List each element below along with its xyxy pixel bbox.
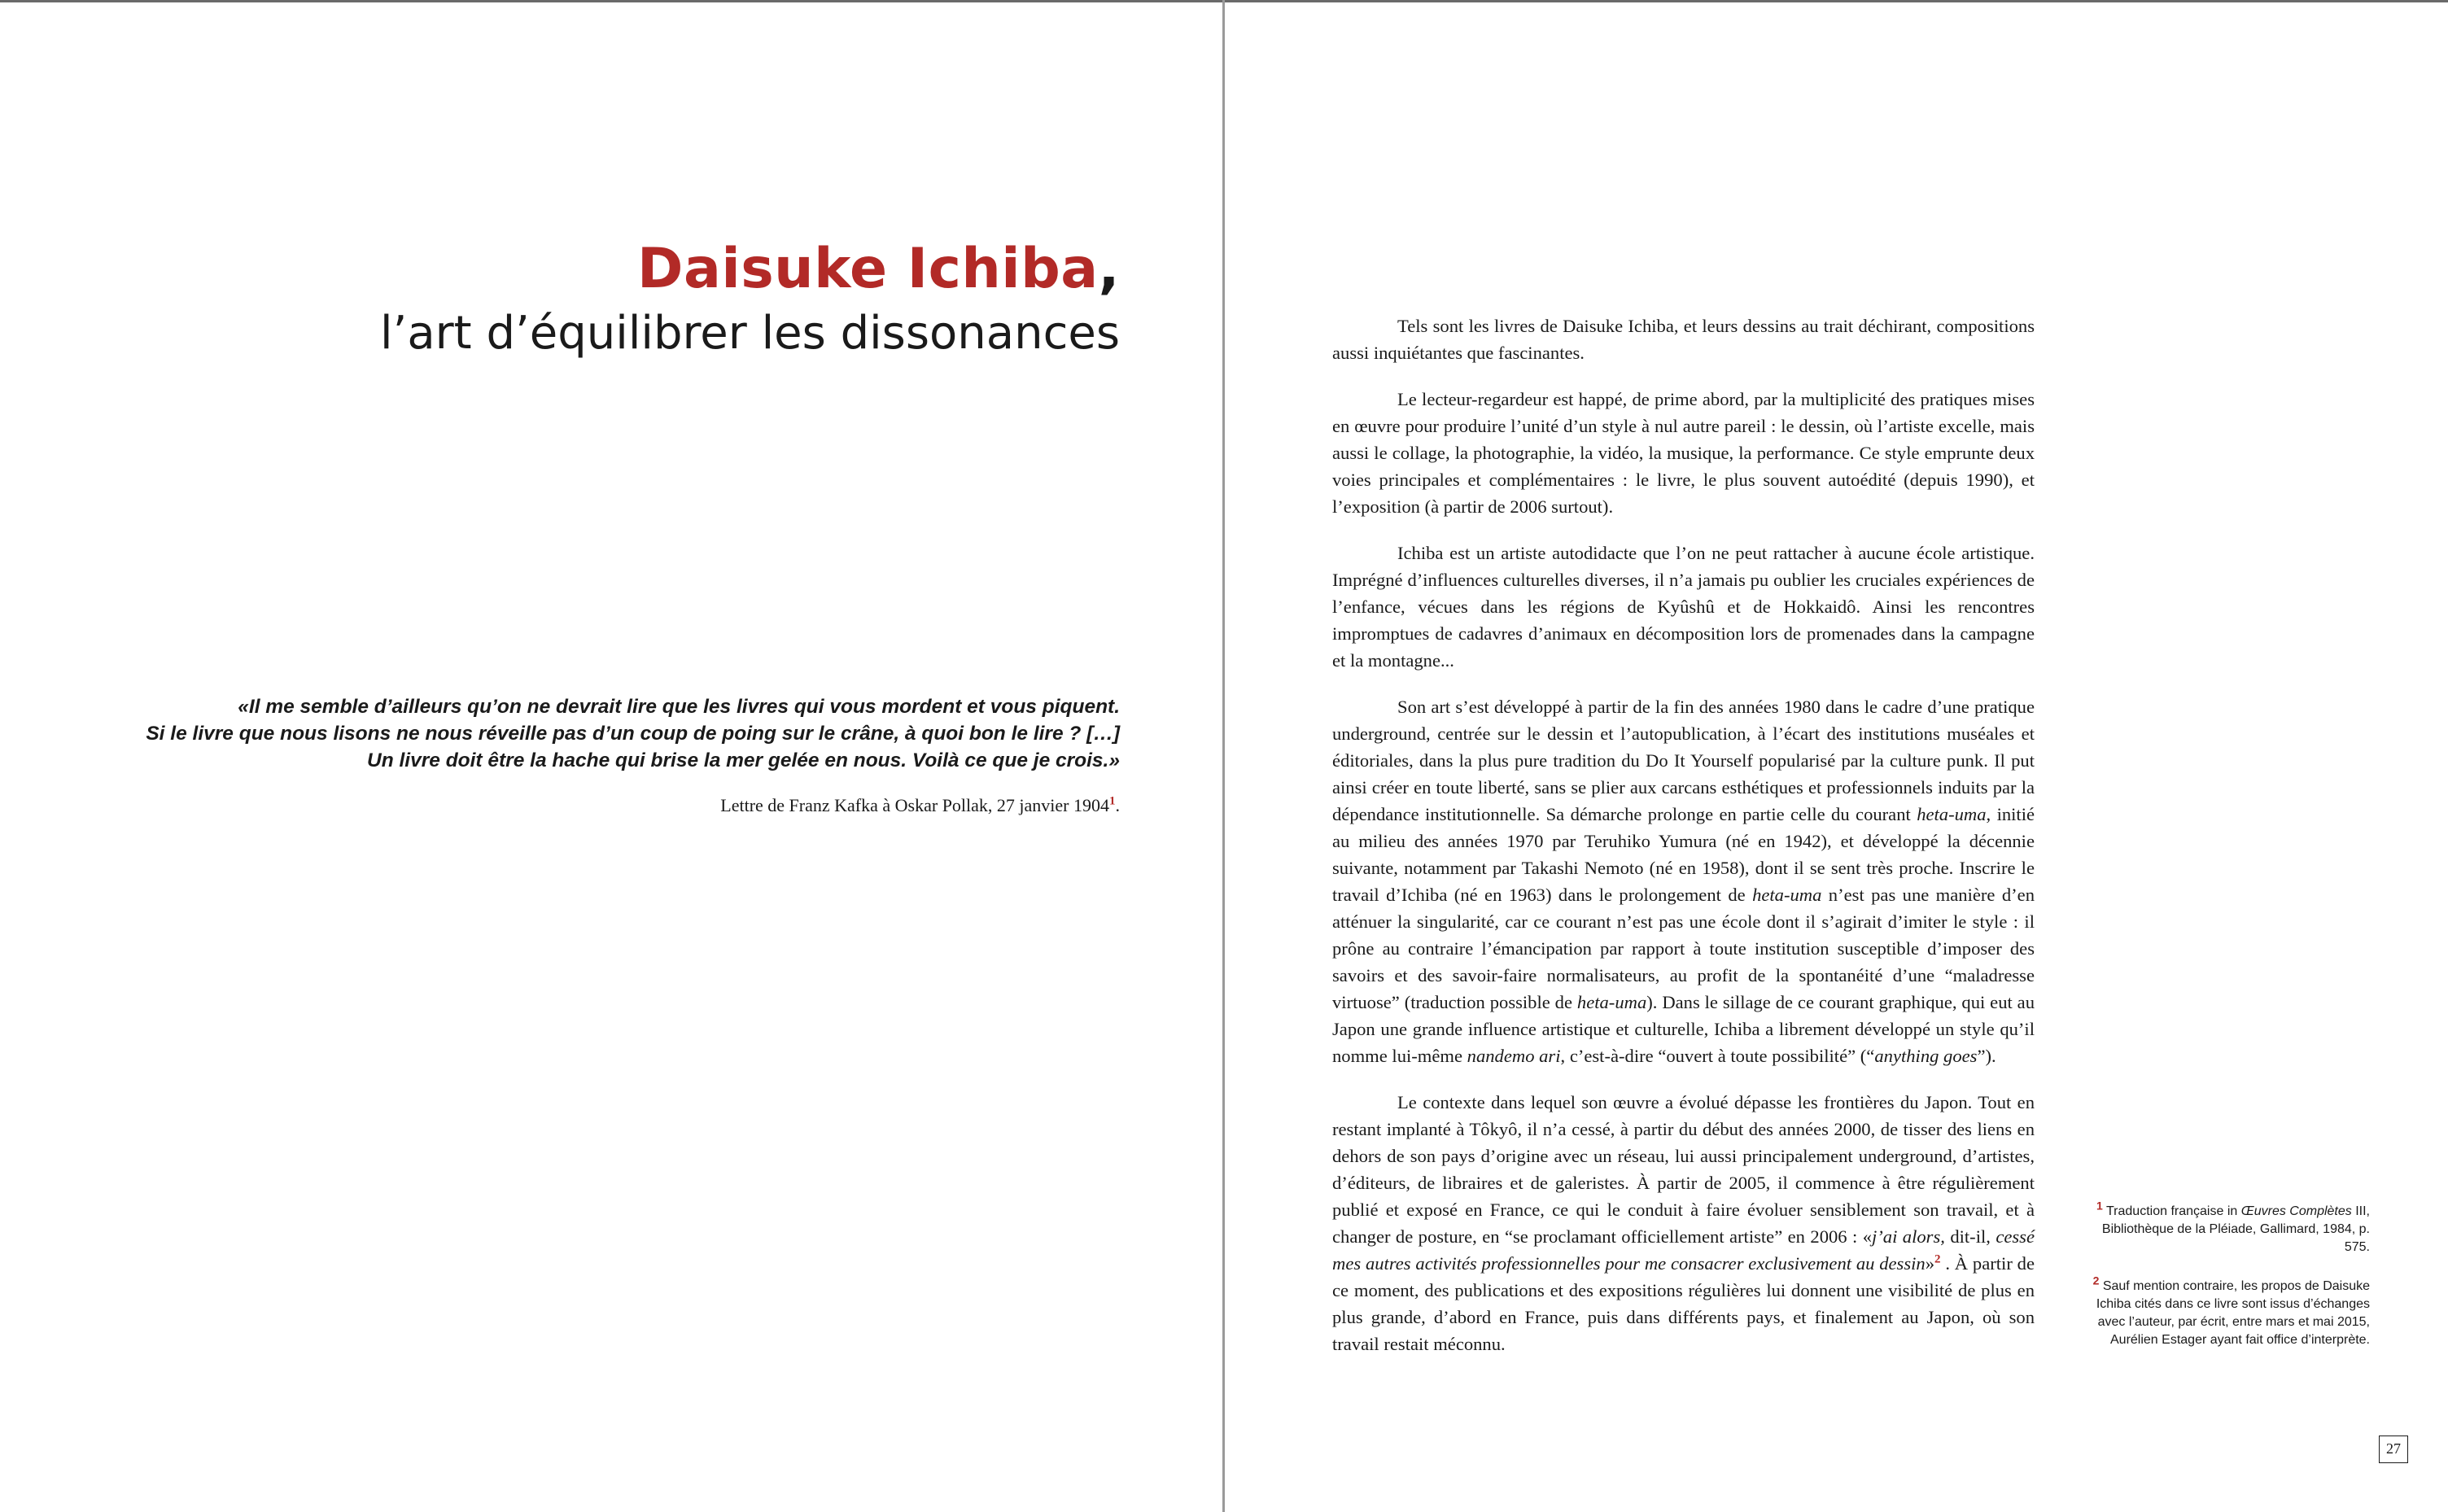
text-run: n’est pas une manière d’en atténuer la singularité, car ce courant n’est pas une école dont il s’agirait d’imiter le style : il prône au contraire l’émancipation par rapport à toute institution susceptible d’imposer des savoirs et des savoir-faire normalisateurs, au profit de la spontanéité d’une “maladresse virtuose” (traduction possible de [1332, 885, 2035, 1012]
italic-term: heta-uma [1576, 992, 1647, 1012]
italic-quote: j’ai alors, [1872, 1226, 1945, 1247]
footnote-number: 1 [2096, 1199, 2103, 1213]
text-run: » [1925, 1253, 1935, 1274]
italic-term: anything goes [1874, 1046, 1978, 1066]
text-run: Son art s’est développé à partir de la fin des années 1980 dans le cadre d’une pratique underground, centrée sur le dessin et l’autopublication, à l’écart des institutions muséales et éditoriales, dans la plus pure tradition du Do It Yourself popularisé par la culture punk. Il put ainsi créer en toute liberté, sans se plier aux carcans esthétiques et professionnels induits par la dépendance institutionnelle. Sa démarche prolonge en partie celle du courant [1332, 697, 2035, 824]
text-run: Traduction française in [2102, 1204, 2241, 1218]
epigraph-line: «Il me semble d’ailleurs qu’on ne devrait lire que les livres qui vous mordent et vous piquent. [238, 696, 1120, 718]
epigraph-line: Si le livre que nous lisons ne nous réveille pas d’un coup de poing sur le crâne, à quoi bon le lire ? […] [146, 723, 1120, 745]
paragraph [1332, 1089, 2035, 1357]
epigraph [146, 693, 1120, 818]
epigraph-source-text: Lettre de Franz Kafka à Oskar Pollak, 27 janvier 1904 [720, 795, 1109, 815]
italic-quote: cessé mes autres activités professionnelles pour me consacrer exclusivement au dessin [1332, 1226, 2035, 1274]
text-run: , c’est-à-dire “ouvert à toute possibilité” (“ [1560, 1046, 1875, 1066]
footnotes [2077, 1199, 2370, 1370]
footnote-marker[interactable]: 2 [1934, 1252, 1941, 1266]
italic-term: heta-uma [1752, 885, 1822, 905]
italic-term: heta-uma [1917, 804, 1987, 824]
epigraph-line: Un livre doit être la hache qui brise la mer gelée en nous. Voilà ce que je crois.» [367, 749, 1120, 771]
page-number: 27 [2379, 1436, 2408, 1463]
title-line [380, 236, 1120, 303]
text-run: Sauf mention contraire, les propos de Daisuke Ichiba cités dans ce livre sont issus d’échanges avec l’auteur, par écrit, entre mars et mai 2015, Aurélien Estager ayant fait office d’interprète. [2096, 1279, 2370, 1347]
text-run: , initié au milieu des années 1970 par Teruhiko Yumura (né en 1942), et développé la décennie suivante, notamment par Takashi Nemoto (né en 1958), dont il se sent très proche. Inscrire le travail d’Ichiba (né en 1963) dans le prolongement de [1332, 804, 2035, 905]
paragraph: Le lecteur-regardeur est happé, de prime abord, par la multiplicité des pratiques mises en œuvre pour produire l’unité d’un style à nul autre pareil : le dessin, où l’artiste excelle, mais aussi le collage, la photographie, la vidéo, la musique, la performance. Ce style emprunte deux voies principales et complémentaires : le livre, le plus souvent autoédité (depuis 1990), et l’exposition (à partir de 2006 surtout). [1332, 389, 2035, 517]
left-page [0, 0, 1222, 1512]
chapter-title [380, 236, 1120, 363]
epigraph-source [146, 793, 1120, 818]
italic-term: nandemo ari [1467, 1046, 1561, 1066]
text-run: Le contexte dans lequel son œuvre a évolué dépasse les frontières du Japon. Tout en restant implanté à Tôkyô, il n’a cessé, à partir du début des années 2000, de tisser des liens en dehors de son pays d’origine avec un réseau, lui aussi principalement underground, d’artistes, d’éditeurs, de libraires et de galeristes. À partir de 2005, il commence à être régulièrement publié et exposé en France, ce qui le conduit à faire évoluer sensiblement son travail, et à changer de posture, en “se proclamant officiellement artiste” en 2006 : « [1332, 1092, 2035, 1247]
italic-title: Œuvres Complètes [2240, 1204, 2352, 1218]
title-comma: , [1098, 237, 1120, 301]
right-page [1225, 0, 2448, 1512]
footnote-marker[interactable]: 1 [1109, 794, 1116, 808]
artist-name: Daisuke Ichiba [637, 237, 1099, 301]
text-run: . À partir de ce moment, des publications et des expositions régulières lui donnent une visibilité de plus en plus grande, d’abord en France, puis dans différents pays, et finalement au Japon, où son travail restait méconnu. [1332, 1253, 2035, 1354]
body-text [1332, 312, 2035, 1357]
paragraph [1332, 693, 2035, 1069]
footnote-number: 2 [2092, 1274, 2100, 1287]
text-run: III, Bibliothèque de la Pléiade, Gallimard, 1984, p. 575. [2101, 1204, 2370, 1254]
footnote-1 [2077, 1199, 2370, 1256]
text-run: ”). [1977, 1046, 1996, 1066]
text-run: dit-il, [1944, 1226, 1996, 1247]
paragraph: Tels sont les livres de Daisuke Ichiba, et leurs dessins au trait déchirant, compositions aussi inquiétantes que fascinantes. [1332, 316, 2035, 363]
paragraph: Ichiba est un artiste autodidacte que l’on ne peut rattacher à aucune école artistique. Imprégné d’influences culturelles diverses, il n’a jamais pu oublier les cruciales expériences de l’enfance, vécues dans les régions de Kyûshû et de Hokkaidô. Ainsi les rencontres impromptues de cadavres d’animaux en décomposition lors de promenades dans la campagne et la montagne... [1332, 543, 2035, 671]
chapter-subtitle: l’art d’équilibrer les dissonances [379, 307, 1120, 360]
text-run: ). Dans le sillage de ce courant graphique, qui eut au Japon une grande influence artistique et culturelle, Ichiba a librement développé un style qu’il nomme lui-même [1332, 992, 2035, 1066]
footnote-2 [2077, 1274, 2370, 1349]
epigraph-source-end: . [1115, 795, 1120, 815]
